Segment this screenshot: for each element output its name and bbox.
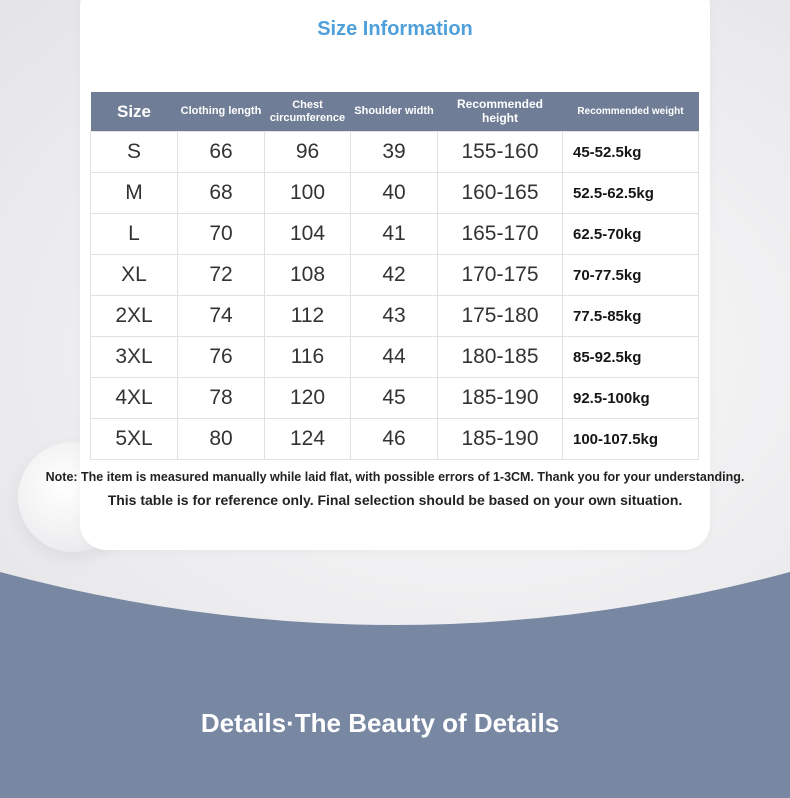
cell-shoulder: 42 — [351, 255, 438, 296]
cell-size: 5XL — [91, 419, 178, 460]
size-table — [90, 92, 699, 460]
table-row — [91, 296, 699, 337]
cell-height: 175-180 — [438, 296, 563, 337]
cell-size: M — [91, 173, 178, 214]
header-chest-circumference: Chest circumference — [265, 92, 351, 132]
cell-weight: 45-52.5kg — [563, 132, 699, 173]
cell-length: 70 — [178, 214, 265, 255]
cell-size: S — [91, 132, 178, 173]
cell-shoulder: 40 — [351, 173, 438, 214]
cell-height: 160-165 — [438, 173, 563, 214]
header-size: Size — [91, 92, 178, 132]
cell-chest: 104 — [265, 214, 351, 255]
table-row — [91, 173, 699, 214]
cell-weight: 52.5-62.5kg — [563, 173, 699, 214]
cell-chest: 108 — [265, 255, 351, 296]
cell-shoulder: 41 — [351, 214, 438, 255]
cell-length: 80 — [178, 419, 265, 460]
cell-shoulder: 39 — [351, 132, 438, 173]
cell-size: 2XL — [91, 296, 178, 337]
cell-length: 66 — [178, 132, 265, 173]
cell-height: 165-170 — [438, 214, 563, 255]
cell-length: 76 — [178, 337, 265, 378]
cell-length: 78 — [178, 378, 265, 419]
cell-weight: 100-107.5kg — [563, 419, 699, 460]
table-row — [91, 255, 699, 296]
header-clothing-length: Clothing length — [178, 92, 265, 132]
cell-shoulder: 43 — [351, 296, 438, 337]
header-recommended-height: Recommended height — [438, 92, 563, 132]
cell-chest: 116 — [265, 337, 351, 378]
cell-chest: 112 — [265, 296, 351, 337]
table-row — [91, 337, 699, 378]
cell-size: 3XL — [91, 337, 178, 378]
table-row — [91, 214, 699, 255]
table-row — [91, 378, 699, 419]
cell-length: 74 — [178, 296, 265, 337]
reference-note: This table is for reference only. Final selection should be based on your own situation. — [107, 492, 683, 508]
cell-shoulder: 46 — [351, 419, 438, 460]
cell-shoulder: 44 — [351, 337, 438, 378]
cell-weight: 77.5-85kg — [563, 296, 699, 337]
page-title: Size Information — [317, 18, 473, 40]
cell-length: 68 — [178, 173, 265, 214]
details-heading: Details·The Beauty of Details — [200, 708, 560, 738]
header-recommended-weight: Recommended weight — [563, 92, 699, 132]
cell-height: 180-185 — [438, 337, 563, 378]
cell-chest: 120 — [265, 378, 351, 419]
header-shoulder-width: Shoulder width — [351, 92, 438, 132]
cell-height: 155-160 — [438, 132, 563, 173]
cell-shoulder: 45 — [351, 378, 438, 419]
cell-size: 4XL — [91, 378, 178, 419]
cell-weight: 70-77.5kg — [563, 255, 699, 296]
cell-chest: 124 — [265, 419, 351, 460]
cell-length: 72 — [178, 255, 265, 296]
table-header-row — [91, 92, 699, 132]
table-row — [91, 132, 699, 173]
cell-chest: 96 — [265, 132, 351, 173]
cell-weight: 92.5-100kg — [563, 378, 699, 419]
cell-height: 185-190 — [438, 378, 563, 419]
cell-height: 170-175 — [438, 255, 563, 296]
measurement-note: Note: The item is measured manually while laid flat, with possible errors of 1-3CM. Thank you for your understanding. — [45, 470, 745, 484]
cell-size: XL — [91, 255, 178, 296]
cell-weight: 62.5-70kg — [563, 214, 699, 255]
cell-size: L — [91, 214, 178, 255]
table-row — [91, 419, 699, 460]
cell-chest: 100 — [265, 173, 351, 214]
cell-height: 185-190 — [438, 419, 563, 460]
cell-weight: 85-92.5kg — [563, 337, 699, 378]
